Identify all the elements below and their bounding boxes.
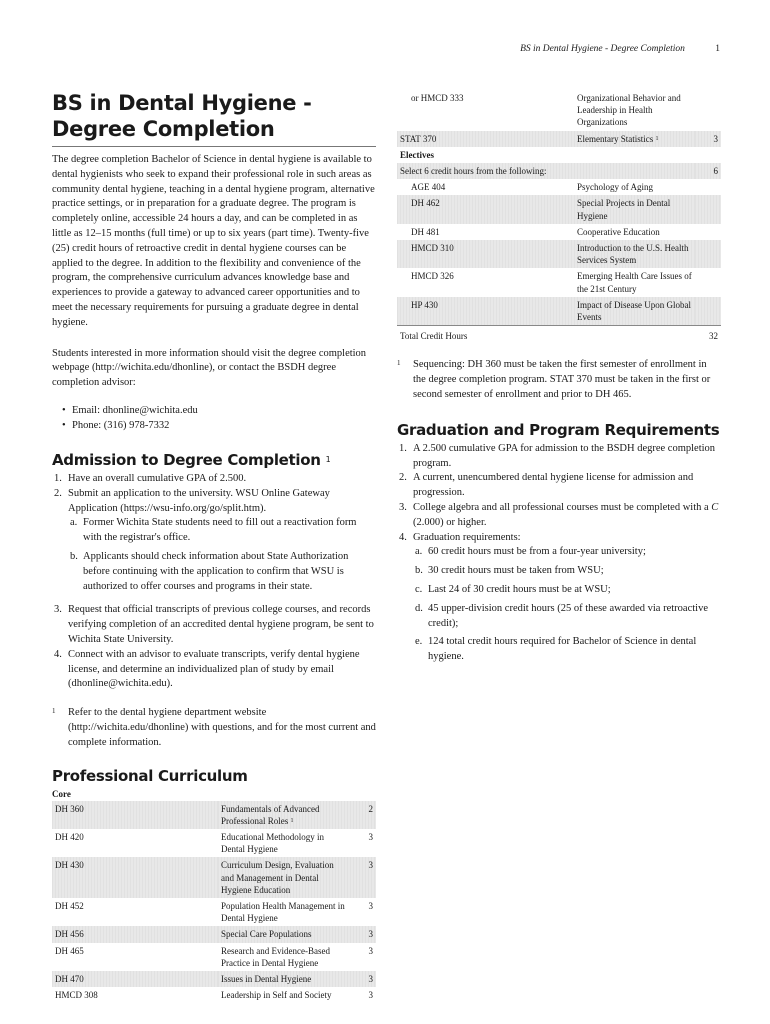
course-credits: 3 [695, 131, 721, 147]
admission-item: 4. Connect with an advisor to evaluate transcripts, verify dental hygiene license, and determine an individualized plan of study by email (dhonline@wichita.edu). [54, 648, 360, 690]
contact-phone: • Phone: (316) 978-7332 [62, 418, 376, 433]
course-code: DH 456 [52, 926, 218, 942]
graduation-subitem: a. 60 credit hours must be from a four-year university; [415, 546, 646, 558]
course-title-cell [218, 829, 350, 857]
curriculum-heading: Professional Curriculum [52, 766, 248, 785]
core-course-row [52, 971, 376, 987]
admission-heading-mark: 1 [325, 454, 331, 464]
electives-label: Electives [400, 149, 434, 160]
course-code: HMCD 326 [411, 271, 454, 282]
grade-letter: C [711, 502, 719, 514]
course-code: or HMCD 333 [411, 93, 464, 103]
core-course-row [52, 943, 376, 971]
curriculum-footnote: 1 Sequencing: DH 360 must be taken the first semester of enrollment in the degree completion program. STAT 370 must be taken in the first or second semester of enrollment and prior to DH 465. [397, 359, 711, 401]
admission-item: 2. Submit an application to the university. WSU Online Gateway Application (https://wsu-info.org/go/split.htm). a. Former Wichita State students need to fill out a reactivation form with the registrar's office. b. Applicants should check information about State Authorization before continuing with the application to confirm that WSU is authorized to offer courses and programs in their state. [52, 487, 376, 595]
left-column [52, 90, 376, 1003]
course-code: HP 430 [397, 297, 574, 326]
course-title: Special Care Populations [221, 929, 312, 940]
course-code: DH 452 [55, 900, 84, 911]
course-title-cell [574, 90, 695, 131]
graduation-item: 1. A 2.500 cumulative GPA for admission to the BSDH degree completion program. [399, 442, 716, 469]
graduation-item: 4. Graduation requirements: a. 60 credit hours must be from a four-year university; b. 30 credit hours must be taken from WSU; c. Last 24 of 30 credit hours must be at WSU; d. 45 upper-division credit hours (25 of these awarded via retroactive credit); e. 124 total credit hours required for Bachelor of Science in dental hygiene. [397, 531, 721, 665]
course-code: DH 430 [52, 857, 218, 898]
course-title: Curriculum Design, Evaluation and Management in Dental Hygiene Education [221, 860, 334, 895]
course-title-cell [218, 857, 350, 898]
electives-select: Select 6 credit hours from the following: [397, 163, 695, 179]
course-title-cell [218, 898, 350, 926]
right-column [397, 90, 721, 665]
course-credits: 3 [350, 971, 376, 987]
electives-select-row [397, 163, 721, 179]
graduation-subitem: d. 45 upper-division credit hours (25 of these awarded via retroactive credit); [415, 602, 708, 629]
course-title-cell [218, 801, 350, 829]
course-code: DH 465 [55, 945, 84, 956]
course-credits-empty [695, 268, 721, 296]
core-course-row [52, 987, 376, 1003]
admission-footnote: 1 Refer to the dental hygiene department website (http://wichita.edu/dhonline) with questions, and for the most current and complete information. [52, 707, 376, 748]
course-title-cell [218, 971, 350, 987]
course-code: STAT 370 [397, 131, 574, 147]
course-code: DH 462 [397, 195, 574, 223]
course-title: Impact of Disease Upon Global Events [577, 299, 691, 323]
core-course-row [52, 801, 376, 829]
course-code: AGE 404 [411, 182, 446, 193]
curriculum-table-continued [397, 90, 721, 344]
footnote-mark: 1 [290, 817, 294, 824]
admission-list [52, 472, 376, 692]
running-title: BS in Dental Hygiene - Degree Completion [520, 44, 685, 54]
course-title: Psychology of Aging [577, 182, 654, 193]
footnote-mark: 1 [655, 135, 659, 142]
admission-subitem: b. Applicants should check information about State Authorization before continuing with the application to confirm that WSU is authorized to offer courses and programs in their state. [70, 550, 349, 592]
course-title-cell [574, 297, 695, 326]
course-title: Emerging Health Care Issues of the 21st Century [577, 271, 692, 294]
course-credits-empty [695, 240, 721, 268]
elective-course-row [397, 240, 721, 268]
course-title-cell [218, 943, 350, 971]
course-title: Cooperative Education [577, 226, 660, 237]
course-row [397, 131, 721, 147]
core-course-row [52, 857, 376, 898]
electives-label-row [397, 147, 721, 163]
core-course-row [52, 926, 376, 942]
admission-sublist [68, 516, 376, 594]
course-title: Fundamentals of Advanced Professional Roles [221, 803, 320, 826]
graduation-subitem: e. 124 total credit hours required for Bachelor of Science in dental hygiene. [415, 636, 697, 663]
core-course-row [52, 829, 376, 857]
course-title: Special Projects in Dental Hygiene [577, 198, 671, 221]
course-title: Organizational Behavior and Leadership in Health Organizations [577, 93, 681, 128]
graduation-list [397, 442, 721, 665]
intro-paragraph: The degree completion Bachelor of Science in dental hygiene is available to dental hygienists who seek to expand their professional role in such areas as community dental hygiene, teaching in a dental hygiene program, alternative practice settings, or in preparation for a graduate degree. The program is completely online, accessible 24 hours a day, and can be completed in as little as 12–15 months (full time) or up to six years (part time). Twenty-five (25) credit hours of retroactive credit in dental hygiene courses can be applied to the degree. In addition to the flexibility and convenience of the program, the comprehensive curriculum advances knowledge base and experiences to provide a gateway to advanced career opportunities and to meet the necessary requirements for pursuing a graduate degree in dental hygiene. [52, 154, 375, 328]
graduation-item: 3. College algebra and all professional courses must be completed with a C (2.000) or higher. [399, 502, 719, 528]
course-code: DH 420 [55, 831, 84, 842]
elective-course-row [397, 195, 721, 223]
course-title-cell [574, 131, 695, 147]
page-header [520, 44, 720, 54]
course-title: Population Health Management in Dental Hygiene [221, 900, 345, 924]
admission-item: 3. Request that official transcripts of previous college courses, and records verifying completion of an accredited dental hygiene program, be sent to Wichita State University. [54, 604, 374, 645]
core-table [52, 801, 376, 1004]
electives-credits: 6 [695, 163, 721, 179]
elective-course-row [397, 179, 721, 195]
course-title: Issues in Dental Hygiene [221, 973, 312, 984]
course-title: Leadership in Self and Society [221, 990, 332, 1001]
course-code: HMCD 308 [55, 990, 98, 1001]
course-title-cell [574, 195, 695, 223]
course-credits [695, 90, 721, 131]
course-credits: 3 [368, 945, 373, 956]
course-credits-empty [695, 195, 721, 223]
course-code: DH 360 [52, 801, 218, 829]
course-title-cell [574, 240, 695, 268]
core-label: Core [52, 788, 71, 799]
course-credits: 3 [350, 857, 376, 898]
admission-subitem: a. Former Wichita State students need to fill out a reactivation form with the registrar's office. [70, 517, 357, 544]
graduation-subitem: c. Last 24 of 30 credit hours must be at WSU; [415, 584, 611, 596]
elective-course-row [397, 268, 721, 296]
course-code: DH 470 [52, 971, 218, 987]
core-course-row [52, 898, 376, 926]
course-credits: 3 [368, 990, 373, 1001]
course-credits: 3 [368, 831, 373, 842]
graduation-subitem: b. 30 credit hours must be taken from WSU; [415, 565, 604, 577]
graduation-heading: Graduation and Program Requirements [397, 420, 720, 439]
contact-list [52, 403, 376, 433]
course-title: Introduction to the U.S. Health Services System [577, 243, 689, 266]
elective-course-row [397, 297, 721, 326]
course-credits: 3 [368, 900, 373, 911]
course-title-cell [574, 268, 695, 296]
students-info-paragraph: Students interested in more information should visit the degree completion webpage (http://wichita.edu/dhonline), or contact the BSDH degree completion advisor: [52, 347, 367, 389]
course-title: Research and Evidence-Based Practice in Dental Hygiene [221, 945, 330, 968]
contact-email: • Email: dhonline@wichita.edu [62, 403, 376, 418]
course-credits: 3 [350, 926, 376, 942]
course-code: DH 481 [411, 226, 440, 237]
admission-item: 1. Have an overall cumulative GPA of 2.500. [54, 472, 247, 484]
course-code: HMCD 310 [397, 240, 574, 268]
graduation-item: 2. A current, unencumbered dental hygiene license for admission and progression. [399, 472, 694, 499]
course-row [397, 90, 721, 131]
page-title: BS in Dental Hygiene - Degree Completion [52, 90, 376, 147]
course-title-cell [574, 179, 695, 195]
graduation-sublist [413, 545, 721, 665]
total-row [397, 326, 721, 345]
course-credits-empty [695, 224, 721, 240]
course-credits-empty [695, 297, 721, 326]
course-title: Educational Methodology in Dental Hygiene [221, 831, 324, 855]
admission-heading: Admission to Degree Completion $^1$ [52, 450, 331, 469]
course-credits-empty [695, 179, 721, 195]
total-label: Total Credit Hours [397, 326, 695, 345]
elective-course-row [397, 224, 721, 240]
course-title-cell [218, 926, 350, 942]
course-title: Elementary Statistics [577, 133, 654, 144]
course-title-cell [218, 987, 350, 1003]
page-number: 1 [715, 44, 720, 54]
course-title-cell [574, 224, 695, 240]
total-credits: 32 [695, 326, 721, 345]
course-credits: 2 [350, 801, 376, 829]
